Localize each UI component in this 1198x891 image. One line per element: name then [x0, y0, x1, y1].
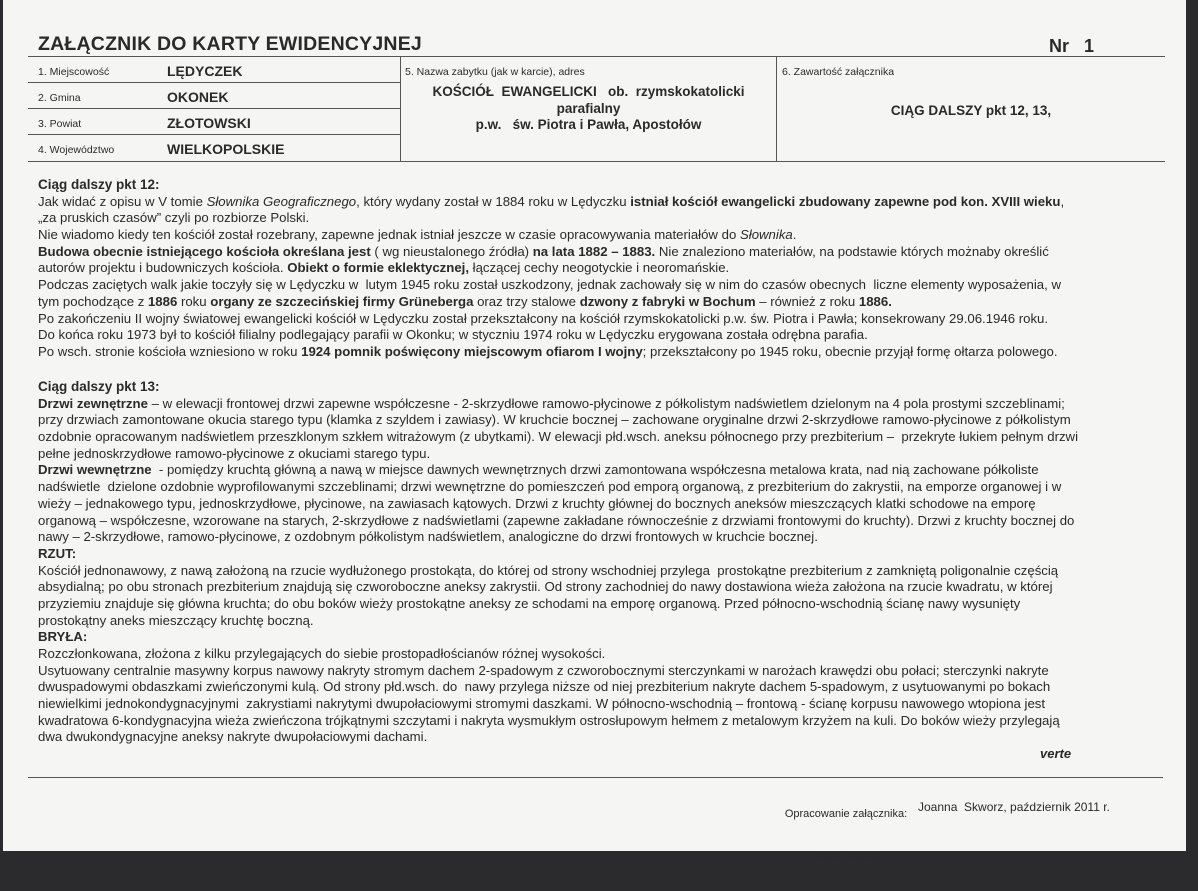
text: nawy – 2-skrzydłowe, ramowo-płycinowe, z ozdobnym półkolistym nadświetlem, analogiczne do drzwi frontowych w kruchcie bocznej.: [38, 529, 818, 545]
bold-text: 1924 pomnik poświęcony miejscowym ofiarom I wojny: [301, 343, 643, 359]
italic-text: Słownika: [739, 227, 793, 243]
text-line: [38, 529, 1078, 546]
divider: [28, 82, 400, 83]
text: łączącej cechy neogotyckie i neoromańskie.: [469, 260, 730, 276]
text-line: [38, 629, 1078, 646]
text: ( wg nieustalonego źródła): [370, 243, 533, 259]
italic-text: Słownika Geograficznego: [206, 193, 357, 209]
text: Po wsch. stronie kościoła wzniesiono w roku: [38, 343, 302, 359]
text: ozdobnie opracowanym nadświetlem przeszklonym szkłem witrażowym (z ubytkami). W elewacji płd.wsch. aneksu północnego przy prezbiterium – przekryte łukiem pełnym drzwi: [38, 429, 1079, 445]
text-line: [38, 210, 1064, 227]
text: Nie znaleziono materiałów, na podstawie których możnaby określić: [655, 243, 1049, 259]
text: Po zakończeniu II wojny światowej ewangelicki kościół w Lędyczku został przekształcony na kościół rzymskokatolicki p.w. św. Piotra i Pawła; konsekrowany 29.06.1946 roku.: [38, 310, 1049, 326]
text-line: [38, 244, 1064, 261]
text-line: [38, 412, 1078, 429]
divider: [28, 777, 1163, 778]
text: Kościół jednonawowy, z nawą założoną na rzucie wydłużonego prostokąta, do której od strony wschodniej przylega prostokątne prezbiterium z zamkniętą poligonalnie częścią: [38, 562, 1059, 578]
text-line: [38, 462, 1078, 479]
text-line: [38, 327, 1064, 344]
text: ; przekształcony po 1945 roku, obecnie przyjął formę ołtarza polowego.: [642, 343, 1058, 359]
bold-text: 1886.: [858, 293, 892, 309]
text: oraz trzy stalowe: [473, 293, 580, 309]
document-title: ZAŁĄCZNIK DO KARTY EWIDENCYJNEJ: [38, 33, 422, 55]
signature: Joanna Skworz, październik 2011 r.: [918, 800, 1110, 814]
bold-text: RZUT:: [38, 545, 77, 561]
text: dwuspadowymi obdaszkami zwieńczonymi kulą. Od strony płd.wsch. do nawy przylega niższe od niej prezbiterium nakryte dachem 5-spadowym, z usytuowanymi po bokach: [38, 679, 1051, 695]
text-line: [38, 729, 1078, 746]
text: absydialną; po obu stronach prezbiterium znajdują się czworoboczne aneksy zakrystii. Od strony zachodniej do nawy dostawiona wieża założona na rzucie kwadratu, w której: [38, 579, 1053, 595]
bold-text: BRYŁA:: [38, 629, 88, 645]
attachment-number: Nr 1: [1049, 36, 1095, 56]
text: Rozczłonkowana, złożona z kilku przylegających do siebie prostopadłościanów różnej wysokości.: [38, 646, 606, 661]
text-line: [38, 396, 1078, 413]
field-value-voivodeship: WIELKOPOLSKIE: [167, 141, 285, 157]
text: , który wydany został w 1884 roku w Lędyczku: [356, 193, 631, 209]
bold-text: 1886: [147, 293, 178, 309]
divider: [28, 108, 400, 109]
text: - pomiędzy kruchtą główną a nawą w miejsce dawnych wewnętrznych drzwi zamontowana współczesna metalowa krata, nad nią zachowane półkoliste: [151, 462, 1039, 478]
text: – również z roku: [755, 293, 859, 309]
text-line: [38, 496, 1078, 513]
text: kwadratowa 6-kondygnacyjna wieża zwieńczona trójkątnymi szczytami i nakryta wysmukłym ostrosłupowym hełmem z metalowym krzyżem na kuli. Do boków wieży przylegają: [38, 712, 1060, 728]
bold-text: Budowa obecnie istniejącego kościoła określana jest: [38, 243, 371, 259]
text-line: [38, 260, 1064, 277]
prepared-sublabel: (data i podpis): [811, 850, 881, 862]
text-line: [38, 613, 1078, 630]
text: Podczas zaciętych walk jakie toczyły się w Lędyczku w lutym 1945 roku został uszkodzony, jednak zachowały się w nim do czasów obecnych liczne elementy wyposażenia, w: [38, 277, 1061, 293]
text: .: [792, 227, 797, 243]
text: tym pochodzące z: [38, 293, 148, 309]
contents-label: 6. Zawartość załącznika: [782, 66, 895, 78]
section-heading: Ciąg dalszy pkt 13:: [38, 379, 160, 394]
monument-name-line: parafialny: [556, 100, 621, 116]
bold-text: Obiekt o formie eklektycznej,: [287, 260, 469, 276]
text-line: [38, 646, 1078, 663]
text-line: [38, 344, 1064, 361]
monument-name-line: KOŚCIÓŁ EWANGELICKI ob. rzymskokatolicki: [432, 84, 745, 99]
text-line: [38, 546, 1078, 563]
monument-name: [401, 84, 776, 134]
text-line: [38, 294, 1064, 311]
text-line: [38, 579, 1078, 596]
field-label-locality: 1. Miejscowość: [38, 66, 110, 78]
divider: [28, 134, 400, 135]
text: „za pruskich czasów” czyli po rozbiorze Polski.: [38, 210, 310, 226]
text-line: [38, 479, 1078, 496]
text-line: [38, 194, 1064, 211]
divider: [28, 56, 1165, 57]
field-value-commune: OKONEK: [167, 89, 229, 105]
bold-text: Drzwi wewnętrzne: [38, 462, 152, 478]
field-label-commune: 2. Gmina: [38, 92, 81, 104]
text: Jak widać z opisu w V tomie: [38, 193, 207, 209]
bold-text: na lata 1882 – 1883.: [532, 243, 656, 259]
monument-name-line: p.w. św. Piotra i Pawła, Apostołów: [475, 117, 702, 133]
section-heading: Ciąg dalszy pkt 12:: [38, 177, 160, 192]
text-line: [38, 513, 1078, 530]
bold-text: Drzwi zewnętrzne: [38, 395, 148, 411]
text: przyziemiu znajduje się główna kruchta; do obu boków wieży prostokątne aneksy ze schodami na emporę organową. Przed północno-wschodnią ścianę nawy wysunięty: [38, 595, 1021, 611]
divider: [28, 161, 1165, 162]
text-line: [38, 713, 1078, 730]
text: pełne jednoskrzydłowe ramowo-płycinowe z okuciami starego typu.: [38, 445, 431, 461]
text: autorów projektu i budowniczych kościoła.: [38, 260, 288, 276]
contents-value: CIĄG DALSZY pkt 12, 13,: [890, 103, 1052, 118]
text: Nie wiadomo kiedy ten kościół został rozebrany, zapewne jednak istniał jeszcze w czasie opracowywania materiałów do: [38, 227, 740, 243]
document-page: [3, 0, 1186, 862]
field-label-county: 3. Powiat: [38, 118, 82, 130]
text: przy drzwiach zamontowane okucia starego typu (klamka z szyldem i zawiasy). W kruchcie bocznej – zachowane oryginalne drzwi 2-skrzydłowe ramowo-płycinowe z półkolistym: [38, 412, 1071, 428]
text: Usytuowany centralnie masywny korpus nawowy nakryty stromym dachem 2-spadowym z czworobocznymi sterczynkami w narożach krawędzi obu połaci; sterczynki nakryte: [38, 662, 1049, 678]
text-line: [38, 696, 1078, 713]
text: ,: [1060, 193, 1065, 209]
text: wieży – jednakowego typu, jednoskrzydłowe, płycinowe, na zawiasach kątowych. Drzwi z kruchty głównej do bocznych aneksów mieszczących klatki schodowe na emporę: [38, 495, 1036, 511]
bold-text: dzwony z fabryki w Bochum: [579, 293, 756, 309]
section-pkt-13: [38, 379, 1078, 746]
text: organową – współczesne, wzorowane na starych, 2-skrzydłowe z nadświetlami (zapewne zakładane równocześnie z drzwiami frontowymi do kruchty). Drzwi z kruchty bocznej do: [38, 512, 1075, 528]
text-line: [38, 277, 1064, 294]
text-line: [38, 596, 1078, 613]
prepared-label: Opracowanie załącznika:: [784, 808, 908, 820]
bold-text: istniał kościół ewangelicki zbudowany zapewne pod kon. XVIII wieku: [630, 193, 1061, 209]
verte-note: verte: [1040, 746, 1072, 761]
text-line: [38, 429, 1078, 446]
text: – w elewacji frontowej drzwi zapewne współczesne - 2-skrzydłowe ramowo-płycinowe z półkolistym nadświetlem dzielonym na 4 pola prostymi szczeblinami;: [147, 395, 1065, 411]
text-line: [38, 663, 1078, 680]
text-line: [38, 563, 1078, 580]
prepared-by: [761, 779, 931, 891]
text: dwa dwukondygnacyjne aneksy nakryte dwupołaciowymi dachami.: [38, 729, 428, 745]
text-line: [38, 227, 1064, 244]
monument-label: 5. Nazwa zabytku (jak w karcie), adres: [405, 66, 585, 78]
text-line: [38, 679, 1078, 696]
field-label-voivodeship: 4. Województwo: [38, 144, 115, 156]
section-pkt-12: [38, 177, 1064, 361]
field-value-locality: LĘDYCZEK: [167, 63, 243, 79]
text: Do końca roku 1973 był to kościół filialny podlegający parafii w Okonku; w styczniu 1974 roku w Lędyczku erygowana została odrębna parafia.: [38, 327, 868, 343]
text: prostokątny aneks mieszczący kruchtę boczną.: [38, 612, 314, 628]
text: roku: [177, 293, 211, 309]
bold-text: organy ze szczecińskiej firmy Grüneberga: [210, 293, 474, 309]
field-value-county: ZŁOTOWSKI: [167, 115, 251, 131]
text: nadświetle dzielone ozdobnie wyprofilowanymi szczeblinami; drzwi wewnętrzne do pomieszczeń pod emporą organową, z prezbiterium do zakrystii, na emporze organowej i w: [38, 479, 1062, 495]
text-line: [38, 446, 1078, 463]
text-line: [38, 311, 1064, 328]
text: niewielkimi jednokondygnacyjnymi zakrystiami nakrytymi dwupołaciowymi stromymi daszkami. W północno-wschodnią – frontową - ścianę korpusu nawowego wtopiona jest: [38, 696, 1046, 712]
